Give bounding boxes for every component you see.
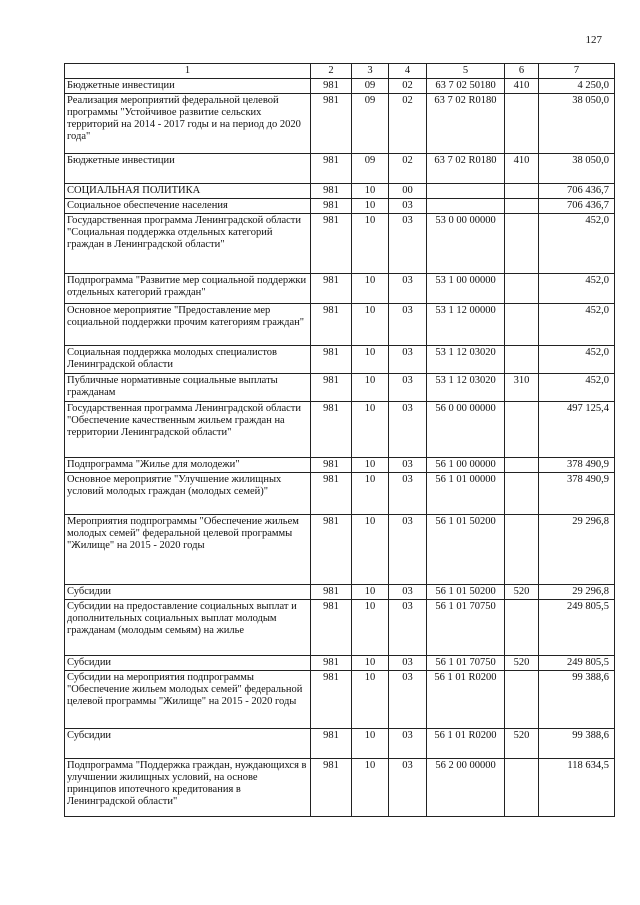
row-name: Бюджетные инвестиции — [65, 154, 311, 184]
code-expense-type — [505, 402, 539, 458]
column-number-row — [65, 64, 615, 79]
code-target: 63 7 02 R0180 — [427, 154, 505, 184]
row-name: Основное мероприятие "Предоставление мер социальной поддержки прочим категориям граждан" — [65, 304, 311, 346]
code-expense-type — [505, 274, 539, 304]
row-name: Социальное обеспечение населения — [65, 199, 311, 214]
code-section: 10 — [352, 214, 389, 274]
code-target: 53 1 00 00000 — [427, 274, 505, 304]
row-name: СОЦИАЛЬНАЯ ПОЛИТИКА — [65, 184, 311, 199]
code-section: 09 — [352, 154, 389, 184]
code-section: 10 — [352, 304, 389, 346]
amount: 706 436,7 — [539, 199, 615, 214]
code-target: 56 1 01 50200 — [427, 515, 505, 585]
code-target: 56 1 01 R0200 — [427, 671, 505, 729]
code-target: 56 0 00 00000 — [427, 402, 505, 458]
code-grbs: 981 — [311, 671, 352, 729]
row-name: Подпрограмма "Развитие мер социальной поддержки отдельных категорий граждан" — [65, 274, 311, 304]
row-name: Субсидии — [65, 585, 311, 600]
code-section: 09 — [352, 79, 389, 94]
code-grbs: 981 — [311, 759, 352, 817]
code-target: 56 1 01 R0200 — [427, 729, 505, 759]
code-expense-type: 410 — [505, 79, 539, 94]
code-section: 10 — [352, 671, 389, 729]
amount: 38 050,0 — [539, 154, 615, 184]
code-grbs: 981 — [311, 214, 352, 274]
code-subsection: 02 — [389, 94, 427, 154]
code-subsection: 02 — [389, 79, 427, 94]
table-row — [65, 274, 615, 304]
amount: 38 050,0 — [539, 94, 615, 154]
code-target: 53 1 12 03020 — [427, 346, 505, 374]
code-grbs: 981 — [311, 154, 352, 184]
row-name: Субсидии на мероприятия подпрограммы "Обеспечение жильем молодых семей" федеральной целевой программы "Жилище" на 2015 - 2020 годы — [65, 671, 311, 729]
table-row — [65, 154, 615, 184]
code-expense-type — [505, 94, 539, 154]
column-header: 1 — [65, 64, 311, 79]
code-target: 56 1 01 00000 — [427, 473, 505, 515]
code-grbs: 981 — [311, 656, 352, 671]
code-target: 63 7 02 50180 — [427, 79, 505, 94]
code-expense-type: 520 — [505, 656, 539, 671]
code-grbs: 981 — [311, 729, 352, 759]
code-section: 10 — [352, 199, 389, 214]
code-target: 53 1 12 03020 — [427, 374, 505, 402]
table-row — [65, 94, 615, 154]
column-header: 2 — [311, 64, 352, 79]
code-grbs: 981 — [311, 585, 352, 600]
code-expense-type — [505, 199, 539, 214]
amount: 29 296,8 — [539, 515, 615, 585]
code-subsection: 03 — [389, 199, 427, 214]
table-row — [65, 729, 615, 759]
amount: 4 250,0 — [539, 79, 615, 94]
code-grbs: 981 — [311, 274, 352, 304]
code-expense-type: 310 — [505, 374, 539, 402]
code-section: 10 — [352, 759, 389, 817]
row-name: Реализация мероприятий федеральной целевой программы "Устойчивое развитие сельских территорий на 2014 - 2017 годы и на период до 2020 года" — [65, 94, 311, 154]
row-name: Основное мероприятие "Улучшение жилищных условий молодых граждан (молодых семей)" — [65, 473, 311, 515]
code-section: 10 — [352, 600, 389, 656]
code-grbs: 981 — [311, 600, 352, 656]
row-name: Субсидии — [65, 729, 311, 759]
code-section: 10 — [352, 585, 389, 600]
code-subsection: 03 — [389, 585, 427, 600]
code-subsection: 02 — [389, 154, 427, 184]
code-subsection: 03 — [389, 402, 427, 458]
code-target: 56 2 00 00000 — [427, 759, 505, 817]
code-grbs: 981 — [311, 402, 352, 458]
amount: 452,0 — [539, 274, 615, 304]
code-target: 63 7 02 R0180 — [427, 94, 505, 154]
code-expense-type — [505, 458, 539, 473]
code-expense-type — [505, 473, 539, 515]
code-grbs: 981 — [311, 374, 352, 402]
code-expense-type — [505, 600, 539, 656]
code-expense-type: 520 — [505, 729, 539, 759]
code-expense-type — [505, 515, 539, 585]
code-subsection: 03 — [389, 515, 427, 585]
amount: 99 388,6 — [539, 729, 615, 759]
row-name: Бюджетные инвестиции — [65, 79, 311, 94]
amount: 378 490,9 — [539, 473, 615, 515]
code-subsection: 03 — [389, 346, 427, 374]
code-target — [427, 199, 505, 214]
row-name: Подпрограмма "Жилье для молодежи" — [65, 458, 311, 473]
code-section: 09 — [352, 94, 389, 154]
code-grbs: 981 — [311, 458, 352, 473]
code-expense-type: 410 — [505, 154, 539, 184]
amount: 118 634,5 — [539, 759, 615, 817]
amount: 706 436,7 — [539, 184, 615, 199]
table-row — [65, 199, 615, 214]
row-name: Субсидии на предоставление социальных выплат и дополнительных социальных выплат молодым гражданам (молодым семьям) на жилье — [65, 600, 311, 656]
code-subsection: 03 — [389, 759, 427, 817]
code-grbs: 981 — [311, 184, 352, 199]
code-target: 56 1 01 50200 — [427, 585, 505, 600]
code-section: 10 — [352, 346, 389, 374]
column-header: 6 — [505, 64, 539, 79]
code-expense-type: 520 — [505, 585, 539, 600]
code-target: 53 1 12 00000 — [427, 304, 505, 346]
code-target: 56 1 01 70750 — [427, 656, 505, 671]
row-name: Подпрограмма "Поддержка граждан, нуждающихся в улучшении жилищных условий, на основе принципов ипотечного кредитования в Ленинградской области" — [65, 759, 311, 817]
code-target — [427, 184, 505, 199]
code-subsection: 03 — [389, 274, 427, 304]
row-name: Субсидии — [65, 656, 311, 671]
code-grbs: 981 — [311, 304, 352, 346]
code-subsection: 03 — [389, 458, 427, 473]
amount: 452,0 — [539, 346, 615, 374]
code-expense-type — [505, 346, 539, 374]
code-grbs: 981 — [311, 515, 352, 585]
table-row — [65, 600, 615, 656]
code-subsection: 03 — [389, 374, 427, 402]
code-subsection: 03 — [389, 729, 427, 759]
code-grbs: 981 — [311, 79, 352, 94]
table-row — [65, 374, 615, 402]
table-row — [65, 184, 615, 199]
page-number: 127 — [585, 34, 602, 46]
code-section: 10 — [352, 473, 389, 515]
code-section: 10 — [352, 656, 389, 671]
code-section: 10 — [352, 374, 389, 402]
row-name: Социальная поддержка молодых специалистов Ленинградской области — [65, 346, 311, 374]
column-header: 5 — [427, 64, 505, 79]
code-target: 56 1 00 00000 — [427, 458, 505, 473]
column-header: 7 — [539, 64, 615, 79]
code-subsection: 03 — [389, 671, 427, 729]
amount: 378 490,9 — [539, 458, 615, 473]
table-row — [65, 585, 615, 600]
amount: 249 805,5 — [539, 600, 615, 656]
code-subsection: 03 — [389, 214, 427, 274]
code-expense-type — [505, 671, 539, 729]
code-expense-type — [505, 759, 539, 817]
code-subsection: 00 — [389, 184, 427, 199]
row-name: Публичные нормативные социальные выплаты гражданам — [65, 374, 311, 402]
amount: 452,0 — [539, 304, 615, 346]
amount: 497 125,4 — [539, 402, 615, 458]
table-row — [65, 473, 615, 515]
table-row — [65, 671, 615, 729]
code-expense-type — [505, 304, 539, 346]
row-name: Мероприятия подпрограммы "Обеспечение жильем молодых семей" федеральной целевой программы "Жилище" на 2015 - 2020 годы — [65, 515, 311, 585]
code-subsection: 03 — [389, 656, 427, 671]
column-header: 4 — [389, 64, 427, 79]
code-target: 56 1 01 70750 — [427, 600, 505, 656]
budget-table — [64, 63, 615, 817]
table-row — [65, 656, 615, 671]
row-name: Государственная программа Ленинградской области "Социальная поддержка отдельных категорий граждан в Ленинградской области" — [65, 214, 311, 274]
code-section: 10 — [352, 274, 389, 304]
column-header: 3 — [352, 64, 389, 79]
table-row — [65, 458, 615, 473]
row-name: Государственная программа Ленинградской области "Обеспечение качественным жильем граждан на территории Ленинградской области" — [65, 402, 311, 458]
code-grbs: 981 — [311, 94, 352, 154]
code-grbs: 981 — [311, 199, 352, 214]
table-row — [65, 346, 615, 374]
code-target: 53 0 00 00000 — [427, 214, 505, 274]
amount: 249 805,5 — [539, 656, 615, 671]
table-row — [65, 515, 615, 585]
code-section: 10 — [352, 458, 389, 473]
code-section: 10 — [352, 184, 389, 199]
amount: 452,0 — [539, 374, 615, 402]
amount: 99 388,6 — [539, 671, 615, 729]
code-expense-type — [505, 184, 539, 199]
amount: 29 296,8 — [539, 585, 615, 600]
table-row — [65, 759, 615, 817]
amount: 452,0 — [539, 214, 615, 274]
table-row — [65, 79, 615, 94]
code-grbs: 981 — [311, 473, 352, 515]
code-subsection: 03 — [389, 600, 427, 656]
table-row — [65, 402, 615, 458]
code-expense-type — [505, 214, 539, 274]
code-section: 10 — [352, 515, 389, 585]
table-row — [65, 214, 615, 274]
code-subsection: 03 — [389, 304, 427, 346]
code-subsection: 03 — [389, 473, 427, 515]
code-section: 10 — [352, 402, 389, 458]
table-row — [65, 304, 615, 346]
code-section: 10 — [352, 729, 389, 759]
code-grbs: 981 — [311, 346, 352, 374]
